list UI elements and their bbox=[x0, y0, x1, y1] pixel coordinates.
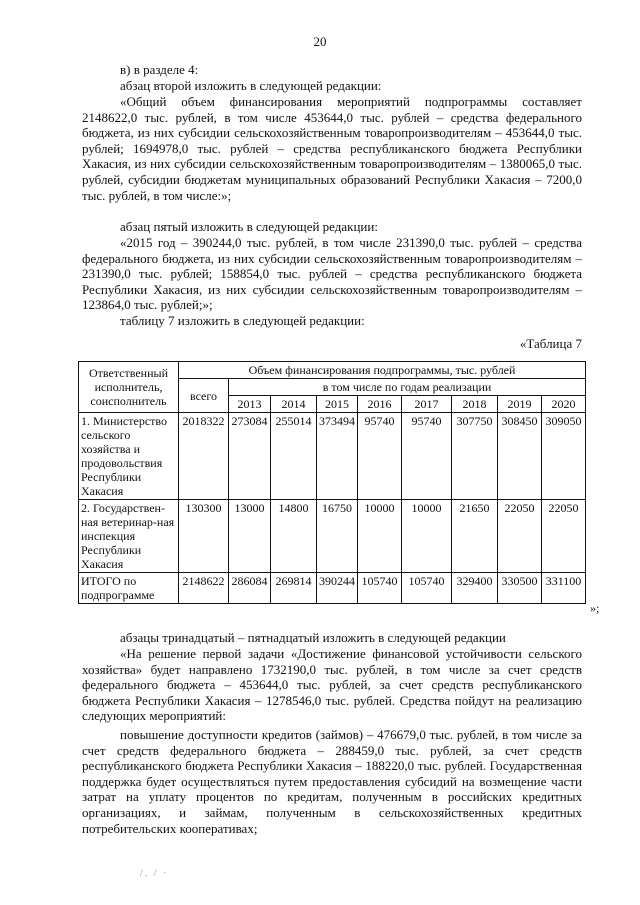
table-row bbox=[79, 413, 586, 500]
row-value: 105740 bbox=[358, 573, 402, 604]
header-year: 2016 bbox=[358, 396, 402, 413]
para2-text: «Общий объем финансирования мероприятий подпрограммы составляет 2148622,0 тыс. рублей, в том числе 453644,0 тыс. рублей – средства федерального бюджета, из них субсидии сельскохозяйственным товаропроизводителям – 453644,0 тыс. рублей; 1694978,0 тыс. рублей – средства республиканского бюджета Республики Хакасия, из них субсидии сельскохозяйственным товаропроизводителям – 1380065,0 тыс. рублей, субсидии бюджетам муниципальных образований Республики Хакасия – 7200,0 тыс. рублей, в том числе:»; bbox=[82, 94, 582, 203]
row-value: 13000 bbox=[229, 500, 271, 573]
row-value: 10000 bbox=[358, 500, 402, 573]
para5-instruction: абзац пятый изложить в следующей редакции: bbox=[120, 219, 378, 234]
credit-availability-paragraph: повышение доступности кредитов (займов) – 476679,0 тыс. рублей, в том числе за счет средств федерального бюджета – 288459,0 тыс. рублей, за счет средств республиканского бюджета Республики Хакасия – 188220,0 тыс. рублей. Государственная поддержка будет осуществляться путем предоставления субсидий на возмещение части затрат на уплату процентов по кредитам, полученным в российских кредитных организациях, и займам, полученным в сельскохозяйственных кредитных потребительских кооперативах; bbox=[82, 727, 582, 836]
row-value: 22050 bbox=[542, 500, 586, 573]
para5-text: «2015 год – 390244,0 тыс. рублей, в том числе 231390,0 тыс. рублей – средства федерального бюджета, из них субсидии сельскохозяйственным товаропроизводителям – 231390,0 тыс. рублей; 158854,0 тыс. рублей – средства республиканского бюджета Республики Хакасия, из них субсидии сельскохозяйственным товаропроизводителям – 123864,0 тыс. рублей;»; bbox=[82, 235, 582, 313]
task1-paragraph: «На решение первой задачи «Достижение финансовой устойчивости сельского хозяйства» будет направлено 1732190,0 тыс. рублей, в том числе за счет средств федерального бюджета – 453644,0 тыс. рублей, за счет средств республиканского бюджета Республики Хакасия – 1278546,0 тыс. рублей. Средства пойдут на реализацию следующих мероприятий: bbox=[82, 646, 582, 724]
table-row-total bbox=[79, 573, 586, 604]
table-header-row-1 bbox=[79, 362, 586, 379]
row-value: 95740 bbox=[358, 413, 402, 500]
row-value: 309050 bbox=[542, 413, 586, 500]
paras-13-15-instruction: абзацы тринадцатый – пятнадцатый изложить в следующей редакции bbox=[120, 630, 506, 645]
row-value: 269814 bbox=[271, 573, 317, 604]
header-year: 2017 bbox=[402, 396, 452, 413]
row-value: 95740 bbox=[402, 413, 452, 500]
section-heading: в) в разделе 4: bbox=[120, 62, 199, 77]
header-years-group: в том числе по годам реализации bbox=[229, 379, 586, 396]
para2-instruction: абзац второй изложить в следующей редакции: bbox=[120, 78, 382, 93]
row-value: 105740 bbox=[402, 573, 452, 604]
header-volume: Объем финансирования подпрограммы, тыс. рублей bbox=[179, 362, 586, 379]
row-value: 14800 bbox=[271, 500, 317, 573]
row-value: 286084 bbox=[229, 573, 271, 604]
row-value: 330500 bbox=[498, 573, 542, 604]
header-year: 2013 bbox=[229, 396, 271, 413]
header-year: 2019 bbox=[498, 396, 542, 413]
row-executor: 1. Министерство сельского хозяйства и продовольствия Республики Хакасия bbox=[79, 413, 179, 500]
table-closing-mark: »; bbox=[590, 601, 600, 615]
row-executor: 2. Государствен-ная ветеринар-ная инспекция Республики Хакасия bbox=[79, 500, 179, 573]
header-executor: Ответственный исполнитель, соисполнитель bbox=[79, 362, 179, 413]
row-value: 22050 bbox=[498, 500, 542, 573]
row-value: 10000 bbox=[402, 500, 452, 573]
row-value: 255014 bbox=[271, 413, 317, 500]
financing-table bbox=[78, 361, 586, 604]
header-year: 2015 bbox=[317, 396, 358, 413]
row-value: 307750 bbox=[452, 413, 498, 500]
header-year: 2020 bbox=[542, 396, 586, 413]
header-year: 2018 bbox=[452, 396, 498, 413]
header-total: всего bbox=[179, 379, 229, 413]
row-total: 130300 bbox=[179, 500, 229, 573]
row-value: 373494 bbox=[317, 413, 358, 500]
header-year: 2014 bbox=[271, 396, 317, 413]
row-value: 390244 bbox=[317, 573, 358, 604]
row-value: 308450 bbox=[498, 413, 542, 500]
table-label: «Таблица 7 bbox=[519, 336, 582, 351]
row-executor: ИТОГО по подпрограмме bbox=[79, 573, 179, 604]
row-total: 2148622 bbox=[179, 573, 229, 604]
row-value: 21650 bbox=[452, 500, 498, 573]
scan-mark: /. / · bbox=[140, 868, 169, 879]
table-instruction: таблицу 7 изложить в следующей редакции: bbox=[120, 313, 365, 328]
row-value: 331100 bbox=[542, 573, 586, 604]
page-number: 20 bbox=[313, 34, 327, 49]
row-value: 273084 bbox=[229, 413, 271, 500]
row-total: 2018322 bbox=[179, 413, 229, 500]
row-value: 16750 bbox=[317, 500, 358, 573]
row-value: 329400 bbox=[452, 573, 498, 604]
table-row bbox=[79, 500, 586, 573]
